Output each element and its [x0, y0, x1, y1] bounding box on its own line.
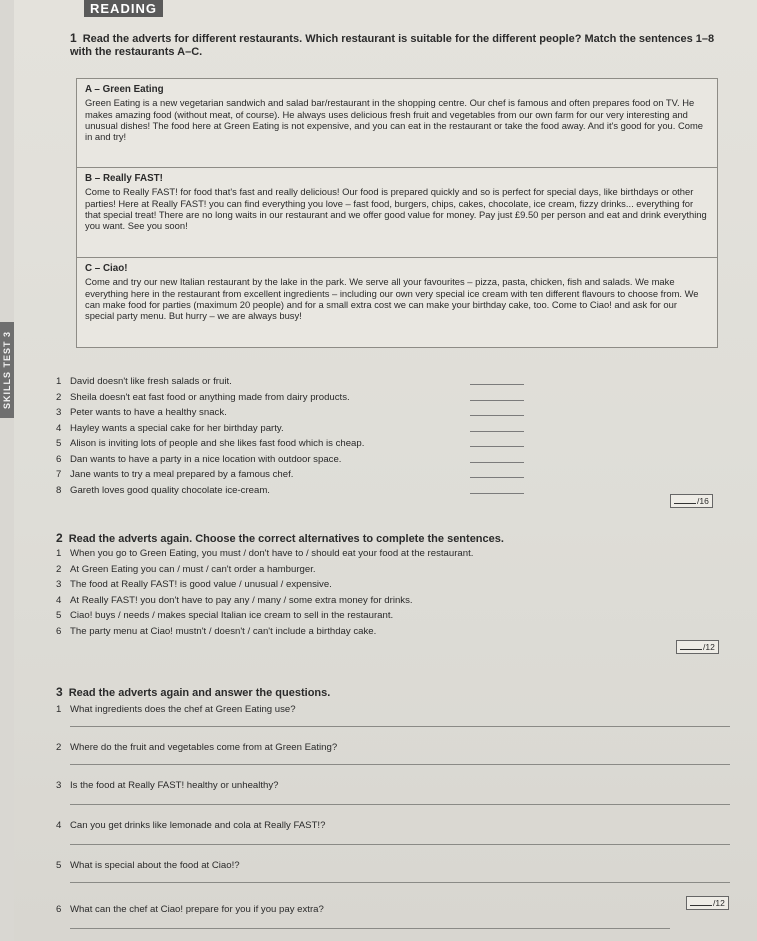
- question-item: 3 Is the food at Really FAST! healthy or unhealthy?: [56, 780, 279, 791]
- advert-ciao: [85, 263, 707, 321]
- answer-blank-5[interactable]: [470, 446, 524, 447]
- answer-blank-8[interactable]: [470, 493, 524, 494]
- answer-line-2[interactable]: [70, 764, 730, 765]
- list-item: 1 David doesn't like fresh salads or fruit.: [56, 376, 232, 387]
- adverts-box: [76, 78, 718, 348]
- score-line[interactable]: [680, 649, 702, 650]
- answer-blank-7[interactable]: [470, 477, 524, 478]
- list-item[interactable]: 4 At Really FAST! you don't have to pay any / many / some extra money for drinks.: [56, 594, 413, 606]
- advert-green-eating: [85, 84, 707, 142]
- task1-score-box: /16: [670, 494, 713, 508]
- answer-blank-2[interactable]: [470, 400, 524, 401]
- list-item: 2 Sheila doesn't eat fast food or anything made from dairy products.: [56, 391, 350, 403]
- question-item: 1 What ingredients does the chef at Green Eating use?: [56, 704, 296, 715]
- worksheet-page: [14, 0, 757, 941]
- list-item: 6 Dan wants to have a party in a nice location with outdoor space.: [56, 453, 342, 465]
- advert-heading: B – Really FAST!: [85, 173, 163, 184]
- advert-divider: [77, 257, 717, 258]
- list-item: 3 Peter wants to have a healthy snack.: [56, 407, 227, 418]
- task3-instruction: 3 Read the adverts again and answer the questions.: [56, 685, 331, 699]
- list-item: 7 Jane wants to try a meal prepared by a famous chef.: [56, 469, 294, 480]
- answer-line-4[interactable]: [70, 844, 730, 845]
- list-item[interactable]: 5 Ciao! buys / needs / makes special Italian ice cream to sell in the restaurant.: [56, 610, 394, 621]
- task2-instruction: 2 Read the adverts again. Choose the correct alternatives to complete the sentences.: [56, 531, 504, 545]
- answer-blank-1[interactable]: [470, 384, 524, 385]
- score-line[interactable]: [674, 503, 696, 504]
- advert-text: Come to Really FAST! for food that's fast and really delicious! Our food is prepared quickly and so is perfect for special days, like birthdays or other parties! Here at Really FAST! you can find everything you love – fast food, burgers, chips, cakes, chocolate, ice cream, fizzy drinks... everything for that special treat! There are no long waits in our restaurant and we offer good value for money. Pay just £9.50 per person and eat and drink everything you want. See you soon!: [85, 186, 707, 232]
- question-item: 5 What is special about the food at Ciao!?: [56, 860, 240, 871]
- task1-list: [56, 374, 364, 498]
- list-item[interactable]: 6 The party menu at Ciao! mustn't / doesn't / can't include a birthday cake.: [56, 625, 377, 637]
- advert-really-fast: [85, 173, 707, 231]
- list-item: 8 Gareth loves good quality chocolate ice-cream.: [56, 484, 270, 496]
- advert-heading: C – Ciao!: [85, 263, 128, 274]
- answer-blank-4[interactable]: [470, 431, 524, 432]
- score-line[interactable]: [690, 905, 712, 906]
- task1-instruction: 1 Read the adverts for different restaurants. Which restaurant is suitable for the different people? Match the sentences 1–8 with the restaurants A–C.: [70, 31, 715, 58]
- answer-blank-6[interactable]: [470, 462, 524, 463]
- answer-blank-3[interactable]: [470, 415, 524, 416]
- list-item[interactable]: 1 When you go to Green Eating, you must / don't have to / should eat your food at the restaurant.: [56, 548, 474, 559]
- advert-text: Green Eating is a new vegetarian sandwich and salad bar/restaurant in the shopping centre. Our chef is famous and often prepares food on TV. He makes amazing food (without meat, of course). He always uses delicious fresh fruit and vegetables from our own farm for our very interesting and unusual dishes! The food here at Green Eating is not expensive, and you can eat in the restaurant or take the food away. And it's good for you. Come in and try!: [85, 97, 703, 143]
- list-item[interactable]: 2 At Green Eating you can / must / can't order a hamburger.: [56, 563, 316, 575]
- question-item: 2 Where do the fruit and vegetables come from at Green Eating?: [56, 742, 338, 753]
- answer-line-1[interactable]: [70, 726, 730, 727]
- advert-text: Come and try our new Italian restaurant by the lake in the park. We serve all your favourites – pizza, pasta, chicken, fish and salads. We make everything here in the restaurant from excellent ingredients – including our own very special ice cream with ten different flavours to choose from. We can make food for parties (maximum 20 people) and for a small extra cost we can make your birthday cake, too. Come to Ciao! and ask for our special party menu. But hurry – we are always busy!: [85, 276, 699, 322]
- task3-score-box: /12: [686, 896, 729, 910]
- advert-heading: A – Green Eating: [85, 84, 164, 95]
- task2-list: [56, 546, 473, 639]
- advert-divider: [77, 167, 717, 168]
- list-item[interactable]: 3 The food at Really FAST! is good value / unusual / expensive.: [56, 579, 332, 590]
- list-item: 5 Alison is inviting lots of people and she likes fast food which is cheap.: [56, 438, 365, 449]
- section-label: READING: [84, 0, 163, 17]
- task3-number: 3: [56, 685, 63, 699]
- side-tab: SKILLS TEST 3: [0, 322, 14, 418]
- answer-line-6[interactable]: [70, 928, 670, 929]
- list-item: 4 Hayley wants a special cake for her birthday party.: [56, 422, 284, 434]
- task1-number: 1: [70, 31, 77, 45]
- task2-number: 2: [56, 531, 63, 545]
- answer-line-3[interactable]: [70, 804, 730, 805]
- question-item: 4 Can you get drinks like lemonade and cola at Really FAST!?: [56, 820, 326, 831]
- question-item: 6 What can the chef at Ciao! prepare for you if you pay extra?: [56, 904, 324, 915]
- answer-line-5[interactable]: [70, 882, 730, 883]
- task2-score-box: /12: [676, 640, 719, 654]
